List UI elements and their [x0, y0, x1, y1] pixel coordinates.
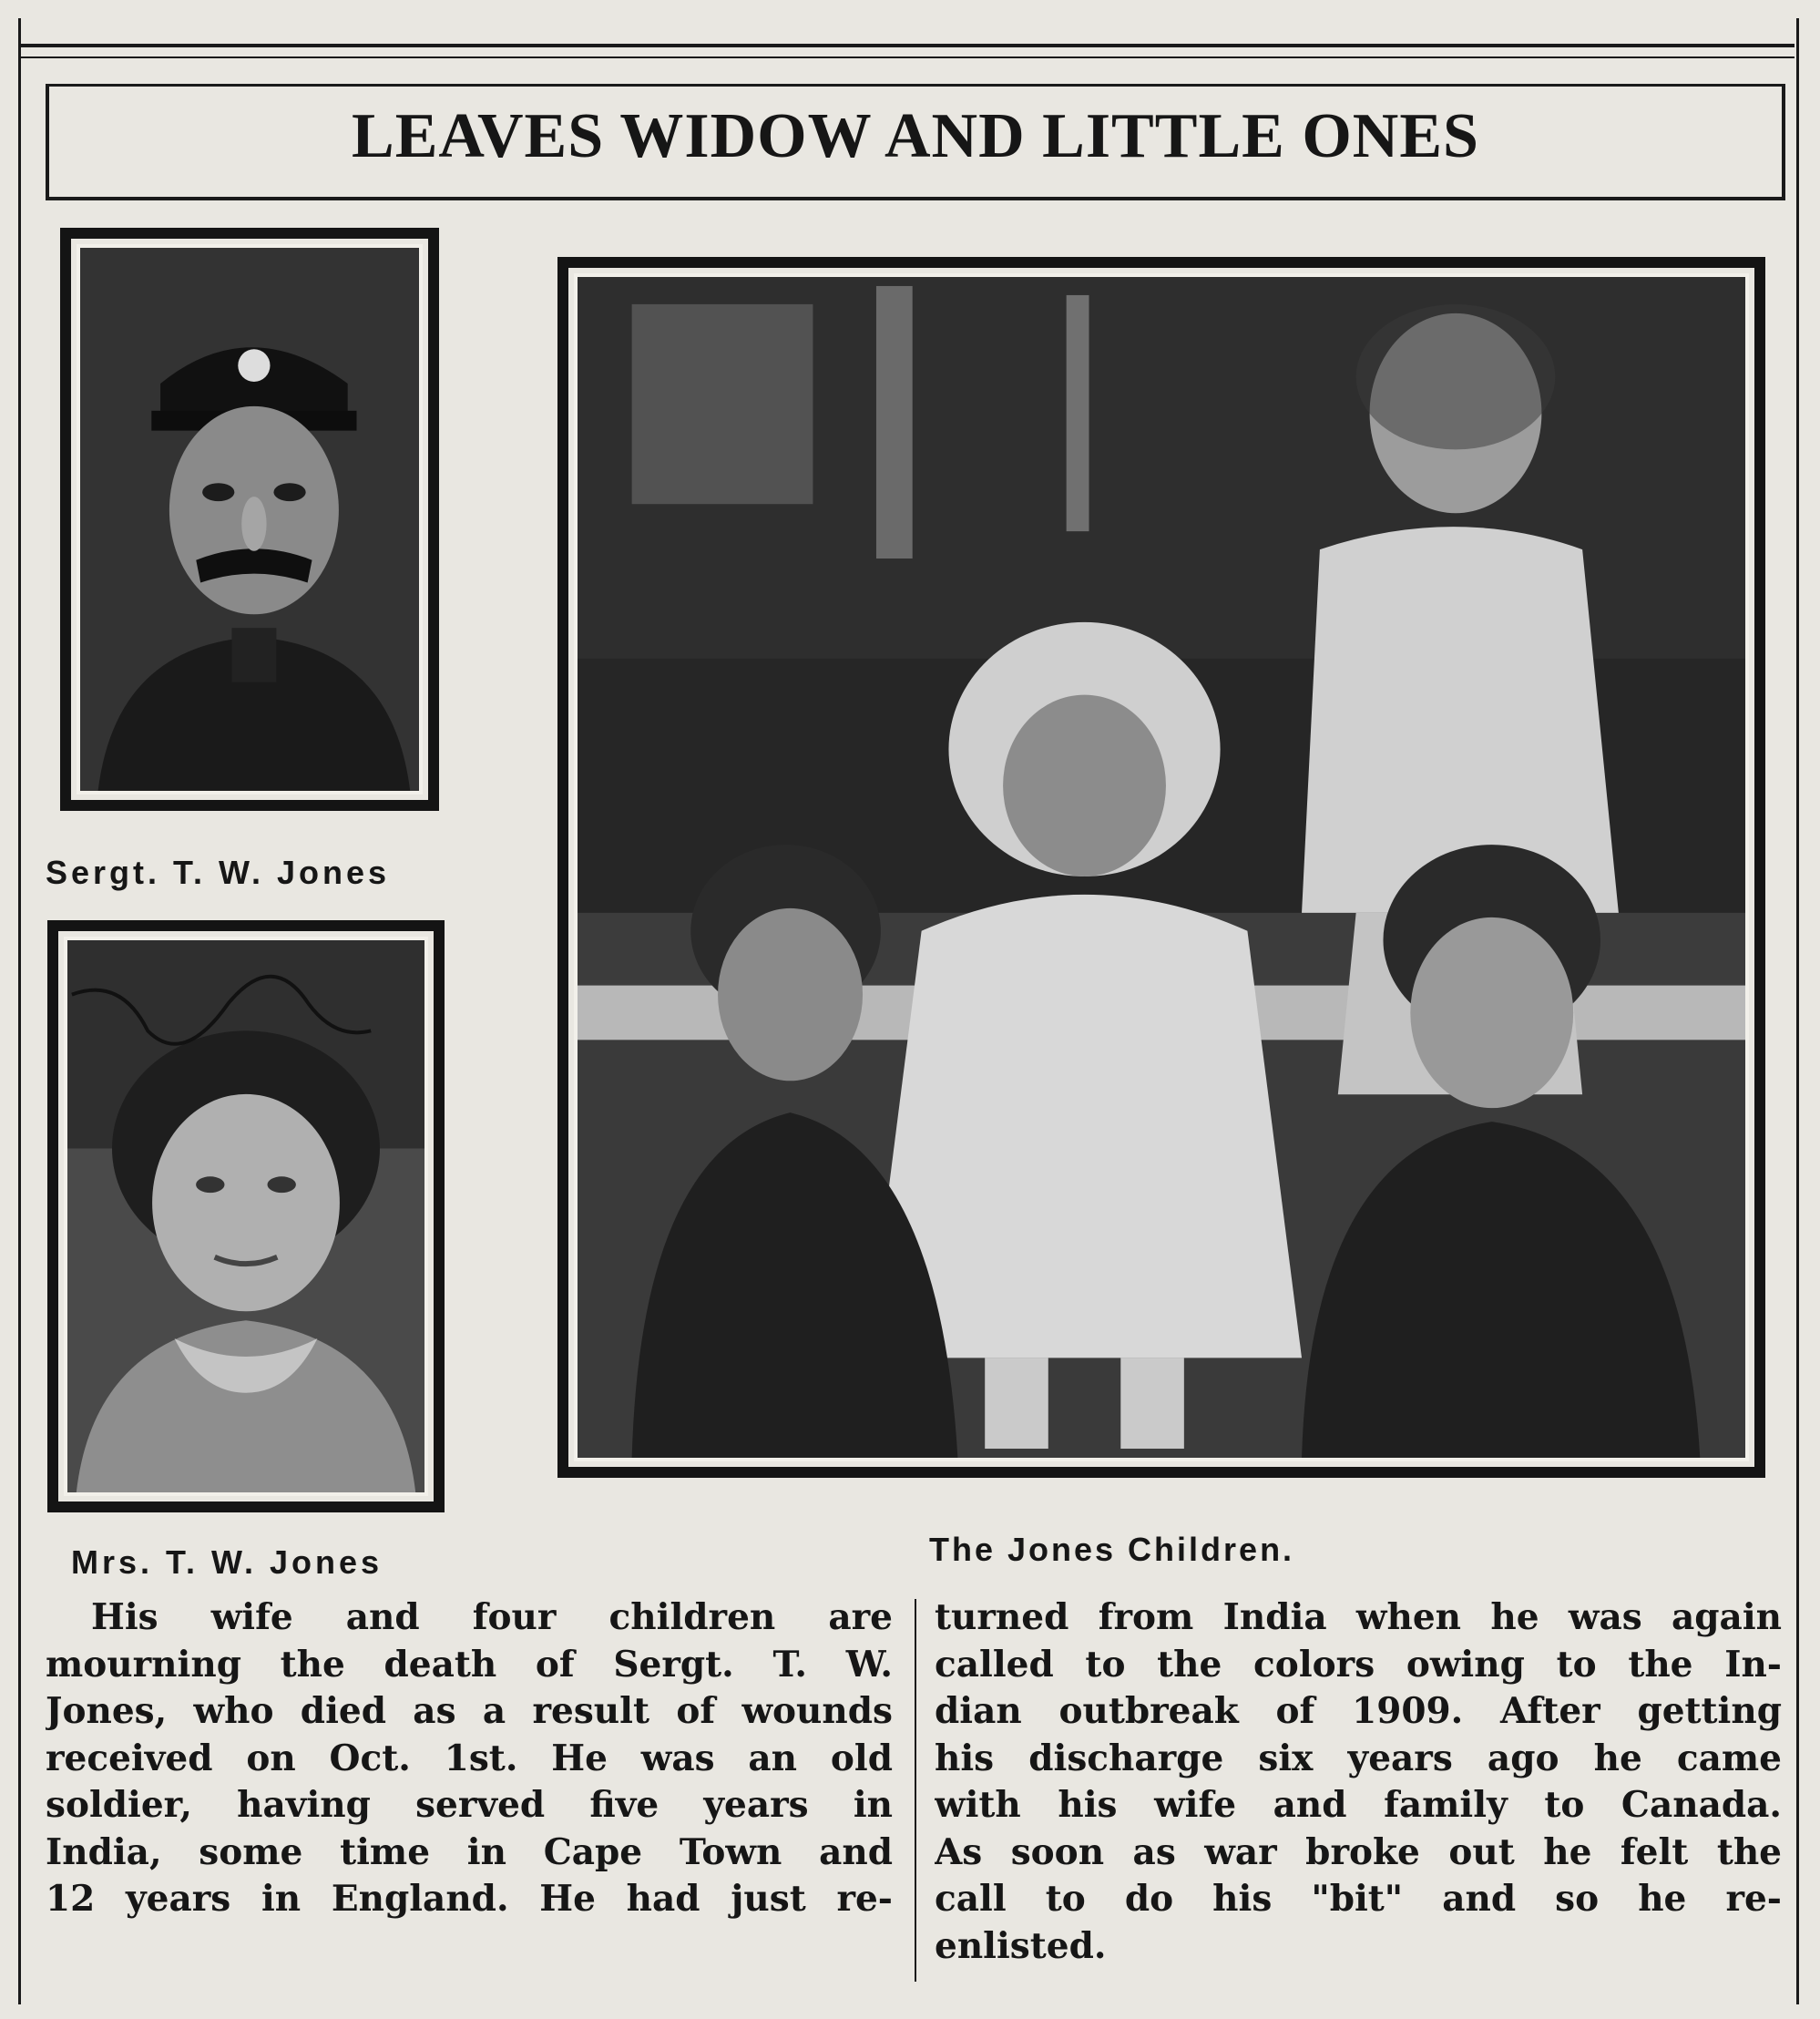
body-line: 12 years in England. He had just re-: [46, 1878, 893, 1920]
photo-sergt-jones-image: [77, 244, 423, 794]
body-line: dian outbreak of 1909. After getting: [935, 1690, 1782, 1732]
body-line: his discharge six years ago he came: [935, 1737, 1782, 1779]
body-left-column: [46, 1594, 893, 1923]
body-line: with his wife and family to Canada.: [935, 1784, 1782, 1826]
body-line: Jones, who died as a result of wounds: [46, 1690, 893, 1732]
body-line: called to the colors owing to the In-: [935, 1643, 1782, 1686]
body-line: soldier, having served five years in: [46, 1784, 893, 1826]
body-line: enlisted.: [935, 1924, 1107, 1967]
photo-sergt-jones: [60, 228, 439, 811]
caption-jones-children: The Jones Children.: [929, 1531, 1295, 1568]
caption-mrs-jones: Mrs. T. W. Jones: [71, 1543, 383, 1581]
top-rule-double: [20, 56, 1794, 58]
right-page-edge: [1796, 18, 1799, 2004]
body-line: As soon as war broke out he felt the: [935, 1830, 1782, 1873]
photo-jones-children: [557, 257, 1765, 1478]
caption-sergt-jones: Sergt. T. W. Jones: [46, 854, 391, 891]
left-page-edge: [18, 18, 21, 2004]
body-line: mourning the death of Sergt. T. W.: [46, 1643, 893, 1686]
soldier-portrait-icon: [80, 248, 419, 791]
body-line: call to do his "bit" and so he re-: [935, 1878, 1782, 1920]
photo-mrs-jones-image: [64, 937, 428, 1496]
body-line: His wife and four children are: [91, 1596, 893, 1638]
body-right-column: [935, 1594, 1782, 1970]
column-divider: [915, 1599, 916, 1982]
body-line: India, some time in Cape Town and: [46, 1830, 893, 1873]
children-group-icon: [578, 277, 1745, 1458]
body-line: turned from India when he was again: [935, 1596, 1782, 1638]
body-line: received on Oct. 1st. He was an old: [46, 1737, 893, 1779]
photo-jones-children-image: [574, 273, 1749, 1461]
top-rule: [20, 44, 1794, 47]
headline: LEAVES WIDOW AND LITTLE ONES: [352, 101, 1479, 171]
woman-portrait-icon: [67, 940, 424, 1492]
photo-mrs-jones: [47, 920, 445, 1512]
headline-box: [46, 84, 1785, 200]
